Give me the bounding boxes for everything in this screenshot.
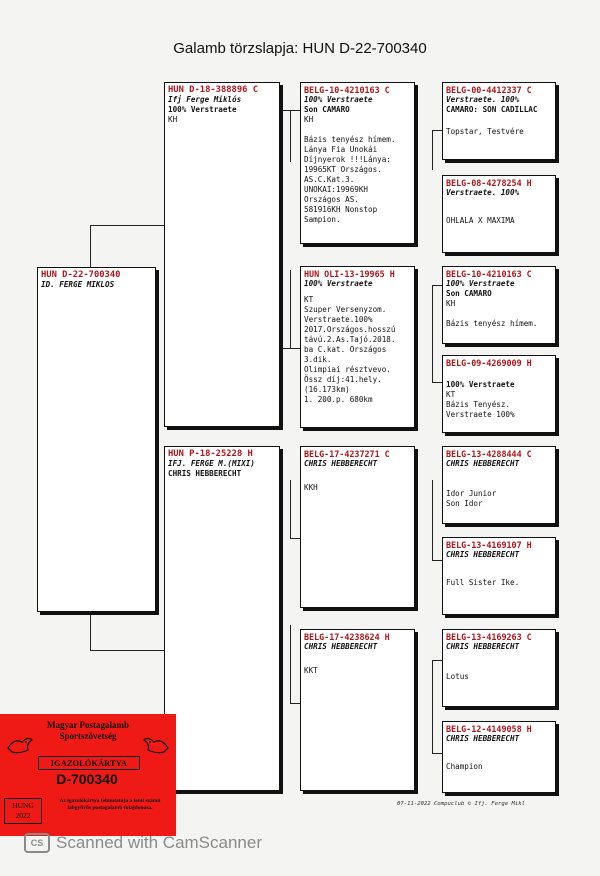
ring-number: HUN OLI-13-19965 H — [304, 269, 395, 279]
year: 2022 — [15, 811, 31, 820]
breeder-line: ID. FERGE MIKLOS — [41, 280, 115, 289]
strain-line: Son CAMARO — [446, 289, 492, 298]
strain-line: CHRIS HEBBERECHT — [168, 469, 242, 478]
connector — [432, 660, 433, 705]
ring-number: HUN D-22-700340 — [41, 270, 121, 280]
breeder-line: CHRIS HEBBERECHT — [446, 642, 520, 651]
connector — [290, 480, 291, 538]
sire-card — [164, 82, 280, 427]
dds-card — [442, 629, 556, 707]
breeder-line: CHRIS HEBBERECHT — [446, 734, 520, 743]
breeder-line: CHRIS HEBBERECHT — [446, 459, 520, 468]
notes: OHLALA X MAXIMA — [446, 216, 515, 225]
connector — [280, 348, 300, 349]
connector — [90, 612, 91, 650]
pigeon-icon — [142, 734, 170, 756]
notes: Topstar, Testvére — [446, 127, 524, 136]
strain-line: Son CAMARO — [304, 105, 350, 114]
connector — [432, 130, 433, 170]
subject-pigeon-card — [37, 267, 156, 612]
sds-card — [442, 266, 556, 344]
card-number: D-700340 — [56, 771, 118, 787]
notes: KH — [168, 115, 178, 124]
ring-number: BELG-13-4288444 C — [446, 449, 532, 459]
breeder-line: 100% Verstraete — [304, 95, 373, 104]
ring-number: BELG-13-4169107 H — [446, 540, 532, 550]
pigeon-icon — [6, 734, 34, 756]
notes: Champion — [446, 762, 483, 771]
dsd-card — [442, 537, 556, 615]
sire-sire-card — [300, 82, 415, 244]
ring-number: BELG-12-4149058 H — [446, 724, 532, 734]
notes: KKT — [304, 666, 318, 675]
dss-card — [442, 446, 556, 524]
connector — [90, 225, 91, 269]
connector — [290, 538, 300, 539]
connector — [432, 753, 442, 754]
ring-number: BELG-17-4237271 C — [304, 449, 390, 459]
country-code: HUNG — [12, 801, 34, 810]
connector — [290, 625, 291, 703]
connector — [290, 270, 291, 348]
notes: Idor Junior Son Idor — [446, 489, 497, 508]
connector — [432, 660, 442, 661]
connector — [432, 285, 433, 330]
breeder-line: 100% Verstraete — [446, 279, 515, 288]
connector — [90, 225, 165, 226]
connector — [280, 110, 300, 111]
footer-text: 07-11-2022 Compuclub © Ifj. Ferge Mikl — [397, 801, 525, 807]
ring-number: BELG-08-4278254 H — [446, 178, 532, 188]
connector — [432, 705, 433, 753]
breeder-line: IFJ. FERGE M.(MIXI) — [168, 459, 255, 468]
notes: Full Sister Ike. — [446, 578, 520, 587]
notes: Lotus — [446, 672, 469, 681]
notes: KH Bázis tenyész hímem. Lánya Fia Unokái Díjnyerok !!!Lánya: 19965KT Országos. AS.C.Kat.3. UNOKAI:19969KH Országos AS. 581916KH Nonstop Sampion. — [304, 115, 396, 224]
connector — [290, 703, 300, 704]
notes: KT Bázis Tenyész. Verstraete 100% — [446, 390, 515, 419]
dam-sire-card — [300, 446, 415, 608]
connector — [90, 650, 165, 651]
sire-dam-card — [300, 266, 415, 428]
connector — [432, 480, 433, 520]
strain-line: CAMARO: SON CADILLAC — [446, 105, 538, 114]
connector — [432, 382, 442, 383]
ring-number: BELG-17-4238624 H — [304, 632, 390, 642]
breeder-line: CHRIS HEBBERECHT — [446, 550, 520, 559]
ddd-card — [442, 721, 556, 793]
organization-name: Magyar Postagalamb Sportszövetség — [46, 720, 130, 741]
camscanner-watermark — [24, 833, 262, 853]
breeder-line: CHRIS HEBBERECHT — [304, 642, 378, 651]
ring-number: BELG-00-4412337 C — [446, 85, 532, 95]
page-title: Galamb törzslapja: HUN D-22-700340 — [173, 40, 427, 57]
camscanner-icon: CS — [24, 833, 50, 853]
notes: KH Bázis tenyész hímem. — [446, 299, 538, 328]
breeder-line: Ifj Ferge Miklós — [168, 95, 242, 104]
ring-number: BELG-10-4210163 C — [304, 85, 390, 95]
ring-number: BELG-10-4210163 C — [446, 269, 532, 279]
strain-line: 100% Verstraete — [446, 380, 515, 389]
card-note: Az igazolókártya felmutatója a fenti számú lábgyűrűs postagalamb tulajdonosa. — [59, 798, 161, 811]
sss-card — [442, 82, 556, 160]
ring-number: HUN P-18-25228 H — [168, 449, 253, 459]
breeder-line: Verstraete. 100% — [446, 188, 520, 197]
breeder-line: Verstraete. 100% — [446, 95, 520, 104]
connector — [432, 330, 433, 382]
ssd-card — [442, 175, 556, 253]
dam-card — [164, 446, 280, 791]
connector — [432, 130, 442, 131]
ring-number: BELG-09-4269009 H — [446, 358, 532, 368]
sdd-card — [442, 355, 556, 433]
notes: KKH — [304, 483, 318, 492]
connector — [432, 560, 442, 561]
connector — [432, 520, 433, 560]
dam-dam-card — [300, 629, 415, 791]
watermark-text: Scanned with CamScanner — [56, 833, 263, 852]
breeder-line: CHRIS HEBBERECHT — [304, 459, 378, 468]
connector — [432, 285, 442, 286]
strain-line: 100% Verstraete — [168, 105, 237, 114]
ring-number: HUN D-18-388896 C — [168, 85, 259, 95]
id-card — [0, 714, 176, 836]
card-type: IGAZOLÓKÁRTYA — [38, 756, 140, 770]
year-box — [4, 798, 42, 824]
notes: KT Szuper Versenyzom. Verstraete.100% 2017.Országos.hosszú távú.2.As.Tajó.2018. ba C.kat. Országos 3.dik. Olimpiai résztvevo. Össz díj:41.hely. (16.173km) 1. 200.p. 680km — [304, 295, 396, 404]
ring-number: BELG-13-4169263 C — [446, 632, 532, 642]
breeder-line: 100% Verstraete — [304, 279, 373, 288]
connector — [290, 110, 291, 162]
